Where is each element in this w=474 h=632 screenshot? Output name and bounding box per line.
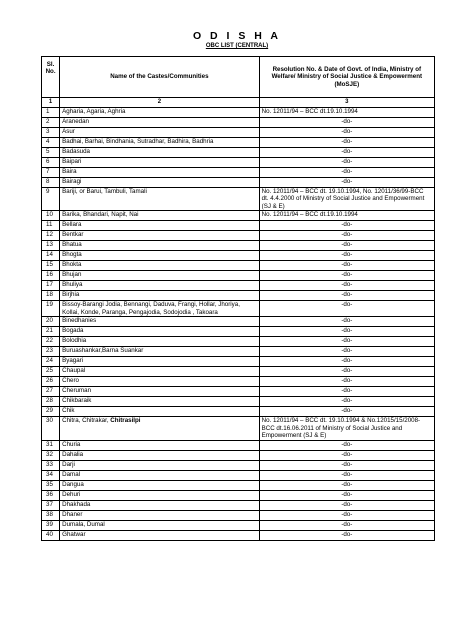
row-sl-no: 31 (42, 440, 60, 450)
row-sl-no: 38 (42, 510, 60, 520)
row-resolution: -do- (259, 510, 434, 520)
table-row (42, 440, 435, 450)
table-row (42, 367, 435, 377)
row-caste-name: Binedhanies (60, 317, 260, 327)
row-resolution: -do- (259, 118, 434, 128)
row-sl-no: 33 (42, 460, 60, 470)
row-caste-name: Bhujan (60, 271, 260, 281)
row-sl-no: 39 (42, 520, 60, 530)
row-caste-name: Damal (60, 470, 260, 480)
row-caste-name: Buruashankar,Barna Suankar (60, 347, 260, 357)
row-resolution: -do- (259, 301, 434, 317)
row-caste-name: Bhokta (60, 261, 260, 271)
caste-name-text: Chitra, Chitrakar, (62, 417, 111, 425)
row-sl-no: 14 (42, 251, 60, 261)
row-caste-name: Bhogta (60, 251, 260, 261)
caste-name-bold-text: Chitrasilpi (110, 417, 141, 425)
page-subtitle: OBC LIST (CENTRAL) (205, 43, 269, 49)
column-number: 3 (259, 98, 434, 108)
row-sl-no: 12 (42, 231, 60, 241)
table-row (42, 490, 435, 500)
table-row (42, 211, 435, 221)
table-row (42, 261, 435, 271)
row-resolution: -do- (259, 168, 434, 178)
row-sl-no: 28 (42, 397, 60, 407)
row-sl-no: 21 (42, 327, 60, 337)
row-caste-name: Bogada (60, 327, 260, 337)
row-sl-no: 29 (42, 407, 60, 417)
table-row (42, 347, 435, 357)
row-resolution: -do- (259, 291, 434, 301)
table-row (42, 460, 435, 470)
row-caste-name: Agharia, Agaria, Aghria (60, 108, 260, 118)
row-sl-no: 22 (42, 337, 60, 347)
table-row (42, 377, 435, 387)
row-caste-name: Birjhia (60, 291, 260, 301)
row-caste-name: Barika, Bhandari, Napit, Nai (60, 211, 260, 221)
row-caste-name: Bairagi (60, 178, 260, 188)
table-body (42, 108, 435, 541)
row-caste-name: Bellara (60, 221, 260, 231)
row-sl-no: 23 (42, 347, 60, 357)
row-caste-name: Darji (60, 460, 260, 470)
row-caste-name: Dumala, Dumal (60, 520, 260, 530)
table-row (42, 251, 435, 261)
row-resolution: -do- (259, 138, 434, 148)
row-resolution: No. 12011/94 – BCC dt.19.10.1994 (259, 211, 434, 221)
row-sl-no: 16 (42, 271, 60, 281)
row-caste-name: Bhatua (60, 241, 260, 251)
row-caste-name: Dangua (60, 480, 260, 490)
row-caste-name: Byagari (60, 357, 260, 367)
row-resolution: -do- (259, 317, 434, 327)
row-resolution: -do- (259, 530, 434, 540)
table-row (42, 291, 435, 301)
row-resolution: -do- (259, 377, 434, 387)
row-resolution: -do- (259, 158, 434, 168)
row-caste-name: Asur (60, 128, 260, 138)
table-row (42, 520, 435, 530)
header-caste-name: Name of the Castes/Communities (60, 57, 260, 98)
row-resolution: -do- (259, 221, 434, 231)
table-row (42, 188, 435, 211)
column-number: 1 (42, 98, 60, 108)
row-resolution: -do- (259, 500, 434, 510)
header-resolution: Resolution No. & Date of Govt. of India, Ministry of Welfare/ Ministry of Social Justice & Empowerment (MoSJE) (259, 57, 434, 98)
row-resolution: -do- (259, 148, 434, 158)
row-caste-name: Chaupal (60, 367, 260, 377)
row-resolution: -do- (259, 367, 434, 377)
row-sl-no: 10 (42, 211, 60, 221)
table-row (42, 327, 435, 337)
table-row (42, 271, 435, 281)
row-sl-no: 30 (42, 417, 60, 440)
table-row (42, 317, 435, 327)
row-sl-no: 8 (42, 178, 60, 188)
header-sl-no: Sl. No. (42, 57, 60, 98)
row-caste-name: Baipari (60, 158, 260, 168)
row-caste-name: Bolodhia (60, 337, 260, 347)
table-row (42, 417, 435, 440)
row-resolution: -do- (259, 357, 434, 367)
row-resolution: -do- (259, 450, 434, 460)
row-resolution: -do- (259, 387, 434, 397)
row-caste-name: Bissoy-Barangi Jodia, Bennangi, Daduva, Frangi, Hollar, Jhoriya, Kollai, Konde, Paranga, Pengajodia, Sodojodia , Takoara (60, 301, 260, 317)
table-row (42, 357, 435, 367)
row-resolution: No. 12011/94 – BCC dt. 19.10.1994, No. 12011/36/99-BCC dt. 4.4.2000 of Ministry of Social Justice and Empowerment (SJ & E) (259, 188, 434, 211)
row-caste-name: Aranedan (60, 118, 260, 128)
row-caste-name: Dhaner (60, 510, 260, 520)
row-resolution: No. 12011/94 – BCC dt. 19.10.1994 & No.12015/15/2008-BCC dt.16.06.2011 of Ministry of Social Justice and Empowerment (SJ & E) (259, 417, 434, 440)
table-row (42, 500, 435, 510)
row-caste-name: Bhuliya (60, 281, 260, 291)
row-resolution: -do- (259, 327, 434, 337)
row-caste-name: Badasuda (60, 148, 260, 158)
row-sl-no: 37 (42, 500, 60, 510)
row-caste-name: Baira (60, 168, 260, 178)
table-row (42, 510, 435, 520)
row-resolution: -do- (259, 251, 434, 261)
row-caste-name: Chik (60, 407, 260, 417)
row-sl-no: 27 (42, 387, 60, 397)
table-row (42, 301, 435, 317)
page-title: O D I S H A (192, 30, 282, 42)
row-caste-name: Chikbaraik (60, 397, 260, 407)
row-resolution: -do- (259, 480, 434, 490)
row-sl-no: 24 (42, 357, 60, 367)
table-row (42, 450, 435, 460)
row-resolution: -do- (259, 241, 434, 251)
row-resolution: -do- (259, 490, 434, 500)
row-resolution: -do- (259, 261, 434, 271)
row-sl-no: 19 (42, 301, 60, 317)
row-sl-no: 3 (42, 128, 60, 138)
table-row (42, 148, 435, 158)
table-row (42, 480, 435, 490)
row-sl-no: 34 (42, 470, 60, 480)
row-sl-no: 6 (42, 158, 60, 168)
row-resolution: -do- (259, 470, 434, 480)
row-resolution: No. 12011/94 – BCC dt.19.10.1994 (259, 108, 434, 118)
row-sl-no: 7 (42, 168, 60, 178)
row-caste-name: Badhai, Barhai, Bindhania, Sutradhar, Badhira, Badhria (60, 138, 260, 148)
row-caste-name: Dahalia (60, 450, 260, 460)
table-row (42, 118, 435, 128)
row-caste-name: Chero (60, 377, 260, 387)
row-resolution: -do- (259, 520, 434, 530)
row-caste-name: Bentkar (60, 231, 260, 241)
row-sl-no: 18 (42, 291, 60, 301)
row-sl-no: 20 (42, 317, 60, 327)
table-row (42, 470, 435, 480)
row-sl-no: 40 (42, 530, 60, 540)
row-resolution: -do- (259, 271, 434, 281)
table-row (42, 530, 435, 540)
row-resolution: -do- (259, 231, 434, 241)
column-number-row (42, 98, 435, 108)
row-sl-no: 9 (42, 188, 60, 211)
row-sl-no: 15 (42, 261, 60, 271)
row-caste-name: Cheruman (60, 387, 260, 397)
row-resolution: -do- (259, 440, 434, 450)
row-caste-name: Ghatwar (60, 530, 260, 540)
obc-list-table (41, 56, 435, 541)
table-header-row (42, 57, 435, 98)
table-row (42, 168, 435, 178)
row-sl-no: 5 (42, 148, 60, 158)
row-caste-name: Churia (60, 440, 260, 450)
row-caste-name: Dehuri (60, 490, 260, 500)
table-row (42, 407, 435, 417)
table-row (42, 138, 435, 148)
table-row (42, 241, 435, 251)
table-row (42, 231, 435, 241)
row-sl-no: 2 (42, 118, 60, 128)
table-row (42, 128, 435, 138)
row-sl-no: 4 (42, 138, 60, 148)
row-caste-name: Bariji, or Barui, Tambuli, Tamali (60, 188, 260, 211)
table-row (42, 397, 435, 407)
row-sl-no: 25 (42, 367, 60, 377)
row-resolution: -do- (259, 178, 434, 188)
row-resolution: -do- (259, 337, 434, 347)
row-resolution: -do- (259, 397, 434, 407)
row-sl-no: 11 (42, 221, 60, 231)
row-sl-no: 36 (42, 490, 60, 500)
row-resolution: -do- (259, 407, 434, 417)
row-caste-name: Dhakhada (60, 500, 260, 510)
table-row (42, 337, 435, 347)
row-resolution: -do- (259, 460, 434, 470)
table-row (42, 158, 435, 168)
table-row (42, 178, 435, 188)
row-sl-no: 32 (42, 450, 60, 460)
row-sl-no: 13 (42, 241, 60, 251)
row-sl-no: 26 (42, 377, 60, 387)
row-resolution: -do- (259, 128, 434, 138)
row-resolution: -do- (259, 281, 434, 291)
row-sl-no: 1 (42, 108, 60, 118)
row-caste-name (60, 417, 260, 440)
table-row (42, 108, 435, 118)
row-sl-no: 17 (42, 281, 60, 291)
table-row (42, 281, 435, 291)
row-sl-no: 35 (42, 480, 60, 490)
table-row (42, 221, 435, 231)
table-row (42, 387, 435, 397)
column-number: 2 (60, 98, 260, 108)
row-resolution: -do- (259, 347, 434, 357)
